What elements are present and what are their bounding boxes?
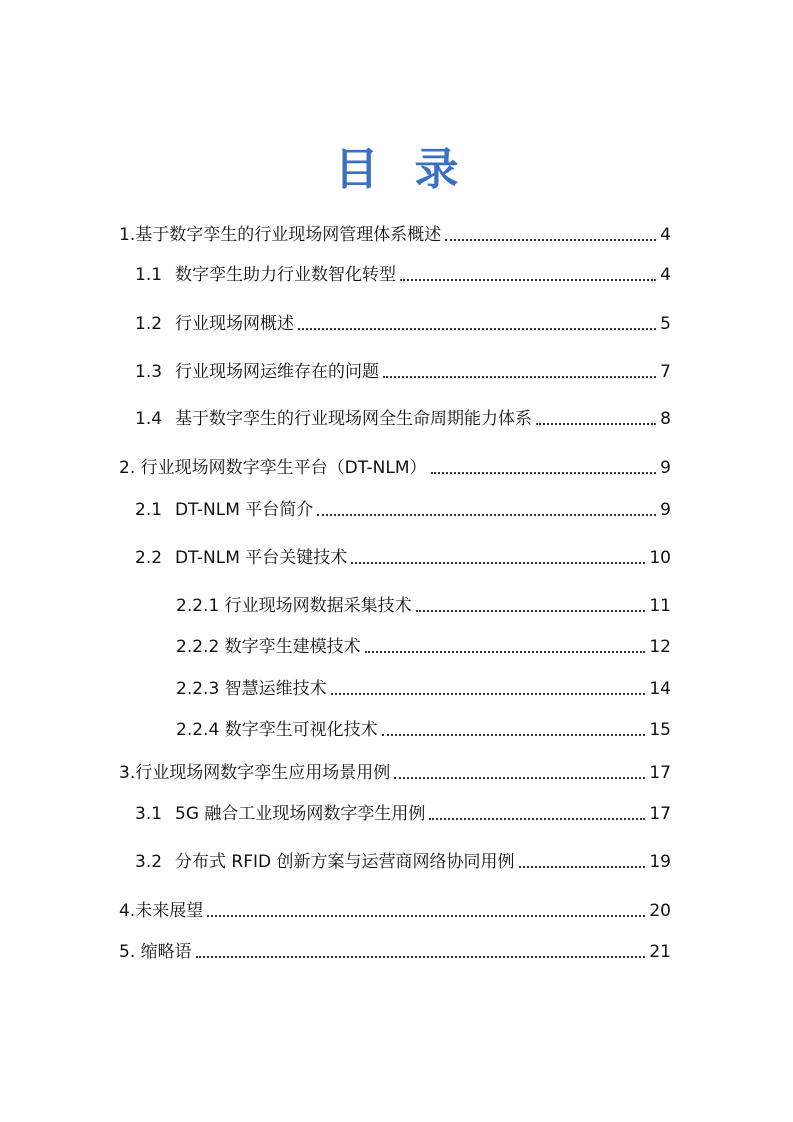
toc-entry-label: 数字孪生建模技术 bbox=[224, 637, 361, 657]
toc-entry-number: 2. bbox=[119, 458, 141, 478]
toc-entry-page: 5 bbox=[660, 314, 671, 334]
dot-leader bbox=[394, 776, 645, 779]
toc-entry-page: 4 bbox=[660, 265, 671, 285]
toc-entry-label: DT-NLM 平台关键技术 bbox=[175, 548, 348, 568]
toc-entry-number: 3.1 bbox=[135, 804, 168, 824]
toc-entry-2-2-1[interactable] bbox=[0, 593, 793, 617]
toc-entry-number: 2.2.1 bbox=[176, 596, 225, 616]
toc-entry-page: 11 bbox=[649, 596, 671, 616]
toc-entry-number: 4. bbox=[119, 901, 136, 921]
toc-entry-2-2[interactable] bbox=[0, 545, 793, 569]
toc-entry-1-1[interactable] bbox=[0, 262, 793, 286]
toc-entry-1[interactable] bbox=[0, 222, 793, 246]
toc-entry-label: DT-NLM 平台简介 bbox=[175, 500, 314, 520]
toc-entry-label: 基于数字孪生的行业现场网全生命周期能力体系 bbox=[175, 409, 532, 429]
toc-entry-page: 17 bbox=[649, 804, 671, 824]
dot-leader bbox=[445, 238, 656, 241]
toc-entry-page: 8 bbox=[660, 409, 671, 429]
toc-entry-page: 14 bbox=[649, 679, 671, 699]
toc-entry-2-2-2[interactable] bbox=[0, 634, 793, 658]
toc-entry-label: 行业现场网数字孪生平台（DT-NLM） bbox=[140, 458, 427, 478]
dot-leader bbox=[429, 817, 645, 820]
toc-entry-label: 行业现场网数据采集技术 bbox=[224, 596, 412, 616]
toc-entry-label: 5G 融合工业现场网数字孪生用例 bbox=[175, 804, 426, 824]
toc-entry-label: 分布式 RFID 创新方案与运营商网络协同用例 bbox=[175, 852, 515, 872]
toc-entry-number: 2.2 bbox=[135, 548, 168, 568]
dot-leader bbox=[351, 561, 645, 564]
toc-entry-label: 智慧运维技术 bbox=[224, 679, 327, 699]
toc-entry-2-2-4[interactable] bbox=[0, 717, 793, 741]
toc-entry-3[interactable] bbox=[0, 760, 793, 784]
toc-entry-number: 2.2.2 bbox=[176, 637, 225, 657]
dot-leader bbox=[416, 609, 646, 612]
toc-entry-1-4[interactable] bbox=[0, 406, 793, 430]
toc-entry-number: 5. bbox=[119, 942, 141, 962]
dot-leader bbox=[536, 422, 656, 425]
toc-entry-page: 9 bbox=[660, 500, 671, 520]
toc-title: 目录 bbox=[334, 144, 495, 195]
toc-entry-label: 基于数字孪生的行业现场网管理体系概述 bbox=[135, 225, 442, 245]
toc-entry-page: 21 bbox=[649, 942, 671, 962]
dot-leader bbox=[519, 865, 646, 868]
dot-leader bbox=[298, 327, 656, 330]
toc-entry-page: 19 bbox=[649, 852, 671, 872]
dot-leader bbox=[207, 914, 645, 917]
toc-entry-5[interactable] bbox=[0, 939, 793, 963]
toc-entry-1-3[interactable] bbox=[0, 359, 793, 383]
toc-entry-2-2-3[interactable] bbox=[0, 676, 793, 700]
toc-entry-number: 2.2.4 bbox=[176, 720, 225, 740]
toc-entry-label: 未来展望 bbox=[135, 901, 204, 921]
toc-entry-page: 4 bbox=[660, 225, 671, 245]
toc-entry-label: 数字孪生助力行业数智化转型 bbox=[175, 265, 396, 285]
toc-entry-3-2[interactable] bbox=[0, 849, 793, 873]
toc-entry-2[interactable] bbox=[0, 455, 793, 479]
toc-entry-label: 行业现场网数字孪生应用场景用例 bbox=[135, 763, 391, 783]
toc-entry-page: 15 bbox=[649, 720, 671, 740]
toc-entry-page: 12 bbox=[649, 637, 671, 657]
toc-entry-page: 17 bbox=[649, 763, 671, 783]
toc-entry-number: 2.2.3 bbox=[176, 679, 225, 699]
toc-entry-4[interactable] bbox=[0, 898, 793, 922]
toc-entry-page: 20 bbox=[649, 901, 671, 921]
toc-entry-1-2[interactable] bbox=[0, 311, 793, 335]
dot-leader bbox=[196, 955, 646, 958]
dot-leader bbox=[317, 513, 656, 516]
toc-entry-label: 行业现场网运维存在的问题 bbox=[175, 362, 379, 382]
toc-entry-number: 3.2 bbox=[135, 852, 168, 872]
toc-entry-3-1[interactable] bbox=[0, 801, 793, 825]
toc-entry-number: 1.3 bbox=[135, 362, 168, 382]
toc-entry-number: 2.1 bbox=[135, 500, 168, 520]
toc-entry-label: 数字孪生可视化技术 bbox=[224, 720, 378, 740]
dot-leader bbox=[382, 733, 646, 736]
dot-leader bbox=[400, 278, 656, 281]
toc-entry-number: 1.1 bbox=[135, 265, 168, 285]
toc-entry-number: 1.4 bbox=[135, 409, 168, 429]
toc-entry-page: 9 bbox=[660, 458, 671, 478]
dot-leader bbox=[365, 650, 646, 653]
dot-leader bbox=[383, 375, 656, 378]
toc-entry-number: 1. bbox=[119, 225, 136, 245]
toc-entry-2-1[interactable] bbox=[0, 497, 793, 521]
toc-entry-page: 10 bbox=[649, 548, 671, 568]
toc-entry-label: 行业现场网概述 bbox=[175, 314, 294, 334]
toc-entry-page: 7 bbox=[660, 362, 671, 382]
toc-entry-number: 1.2 bbox=[135, 314, 168, 334]
toc-entry-label: 缩略语 bbox=[140, 942, 192, 962]
toc-entry-number: 3. bbox=[119, 763, 136, 783]
dot-leader bbox=[331, 692, 646, 695]
dot-leader bbox=[431, 471, 657, 474]
